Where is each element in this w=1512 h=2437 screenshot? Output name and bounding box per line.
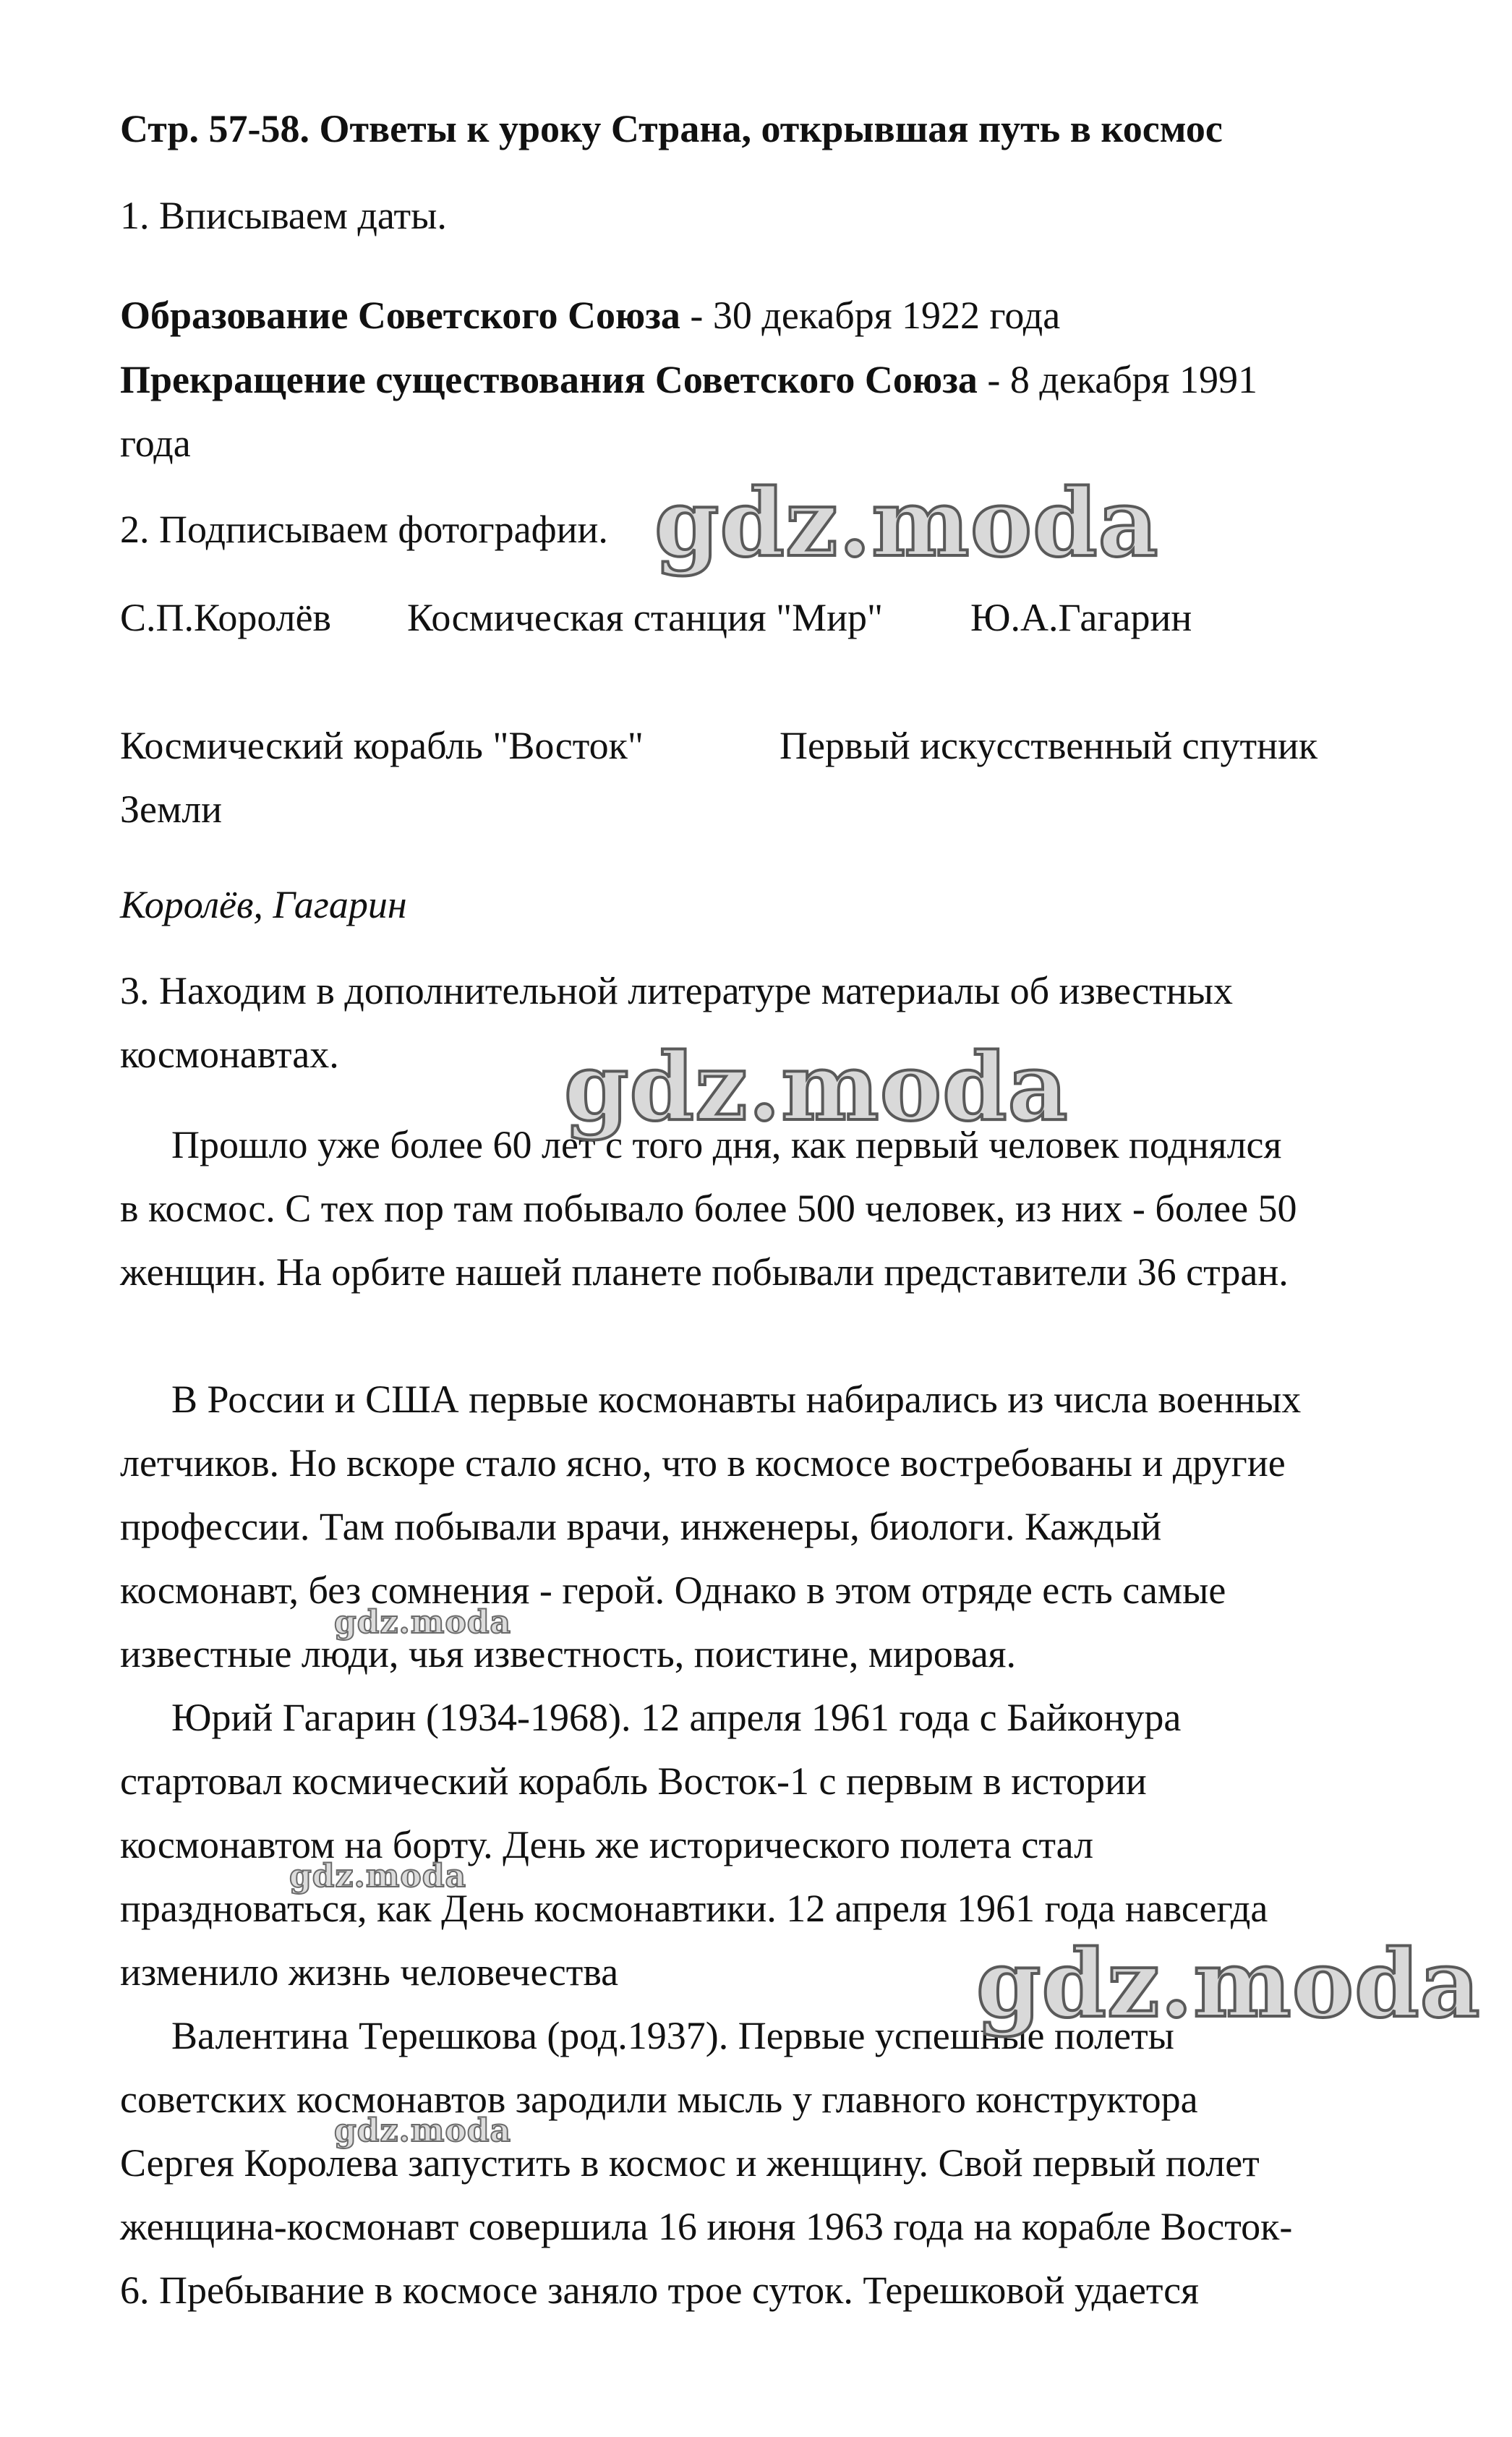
task2-heading: 2. Подписываем фотографии. bbox=[120, 508, 608, 551]
formation-value: - 30 декабря 1922 года bbox=[680, 294, 1061, 337]
text-line: изменило жизнь человечества bbox=[120, 1950, 619, 1994]
task1-formation bbox=[120, 283, 1060, 347]
end-label: Прекращение существования Советского Союза bbox=[120, 358, 978, 401]
photo-label-gagarin: Ю.А.Гагарин bbox=[970, 596, 1192, 639]
text-line: женщин. На орбите нашей планете побывали представители 36 стран. bbox=[120, 1250, 1289, 1294]
task1-end-cont: года bbox=[120, 422, 191, 465]
watermark-logo: gdz.moda bbox=[289, 1858, 467, 1895]
task1-end bbox=[120, 348, 1257, 411]
watermark-logo: gdz.moda bbox=[334, 2112, 512, 2149]
watermark-logo: gdz.moda bbox=[334, 1604, 512, 1641]
text-line: известные люди, чья известность, поистине, мировая. bbox=[120, 1632, 1016, 1676]
text-line: 6. Пребывание в космосе заняло трое суток. Терешковой удается bbox=[120, 2269, 1199, 2312]
end-value: - 8 декабря 1991 bbox=[977, 358, 1258, 401]
task3-heading: 3. Находим в дополнительной литературе материалы об известных bbox=[120, 969, 1234, 1012]
text-line: космонавтом на борту. День же исторического полета стал bbox=[120, 1823, 1094, 1866]
text-line: космонавт, без сомнения - герой. Однако в этом отряде есть самые bbox=[120, 1569, 1226, 1612]
text-line: женщина-космонавт совершила 16 июня 1963 года на корабле Восток- bbox=[120, 2205, 1293, 2248]
task3-heading-cont: космонавтах. bbox=[120, 1033, 339, 1076]
text-line: профессии. Там побывали врачи, инженеры, биологи. Каждый bbox=[120, 1505, 1162, 1548]
formation-label: Образование Советского Союза bbox=[120, 294, 680, 337]
watermark-logo: gdz.moda bbox=[976, 1930, 1481, 2039]
text-line: Валентина Терешкова (род.1937). Первые успешные полеты bbox=[171, 2014, 1174, 2057]
text-line: в космос. С тех пор там побывало более 500 человек, из них - более 50 bbox=[120, 1187, 1297, 1230]
photo-label-mir: Космическая станция "Мир" bbox=[407, 596, 884, 639]
photo-label-vostok: Космический корабль "Восток" bbox=[120, 724, 644, 767]
text-line: В России и США первые космонавты набирались из числа военных bbox=[171, 1378, 1302, 1421]
text-line: Прошло уже более 60 лет с того дня, как первый человек поднялся bbox=[171, 1123, 1282, 1166]
text-line: летчиков. Но вскоре стало ясно, что в космосе востребованы и другие bbox=[120, 1441, 1286, 1485]
text-line: советских космонавтов зародили мысль у главного конструктора bbox=[120, 2078, 1198, 2121]
text-line: праздноваться, как День космонавтики. 12 апреля 1961 года навсегда bbox=[120, 1887, 1268, 1930]
task2-italic-note: Королёв, Гагарин bbox=[120, 883, 407, 926]
photo-label-korolev: С.П.Королёв bbox=[120, 596, 332, 639]
text-line: стартовал космический корабль Восток-1 с первым в истории bbox=[120, 1759, 1147, 1803]
watermark-logo: gdz.moda bbox=[654, 469, 1159, 578]
page-title: Стр. 57-58. Ответы к уроку Страна, открывшая путь в космос bbox=[120, 107, 1223, 150]
watermark-logo: gdz.moda bbox=[564, 1033, 1069, 1142]
photo-label-sputnik-cont: Земли bbox=[120, 788, 223, 831]
task1-heading: 1. Вписываем даты. bbox=[120, 194, 447, 237]
photo-label-sputnik: Первый искусственный спутник bbox=[780, 724, 1318, 767]
text-line: Юрий Гагарин (1934-1968). 12 апреля 1961 года с Байконура bbox=[171, 1696, 1182, 1739]
text-line: Сергея Королева запустить в космос и женщину. Свой первый полет bbox=[120, 2141, 1260, 2185]
